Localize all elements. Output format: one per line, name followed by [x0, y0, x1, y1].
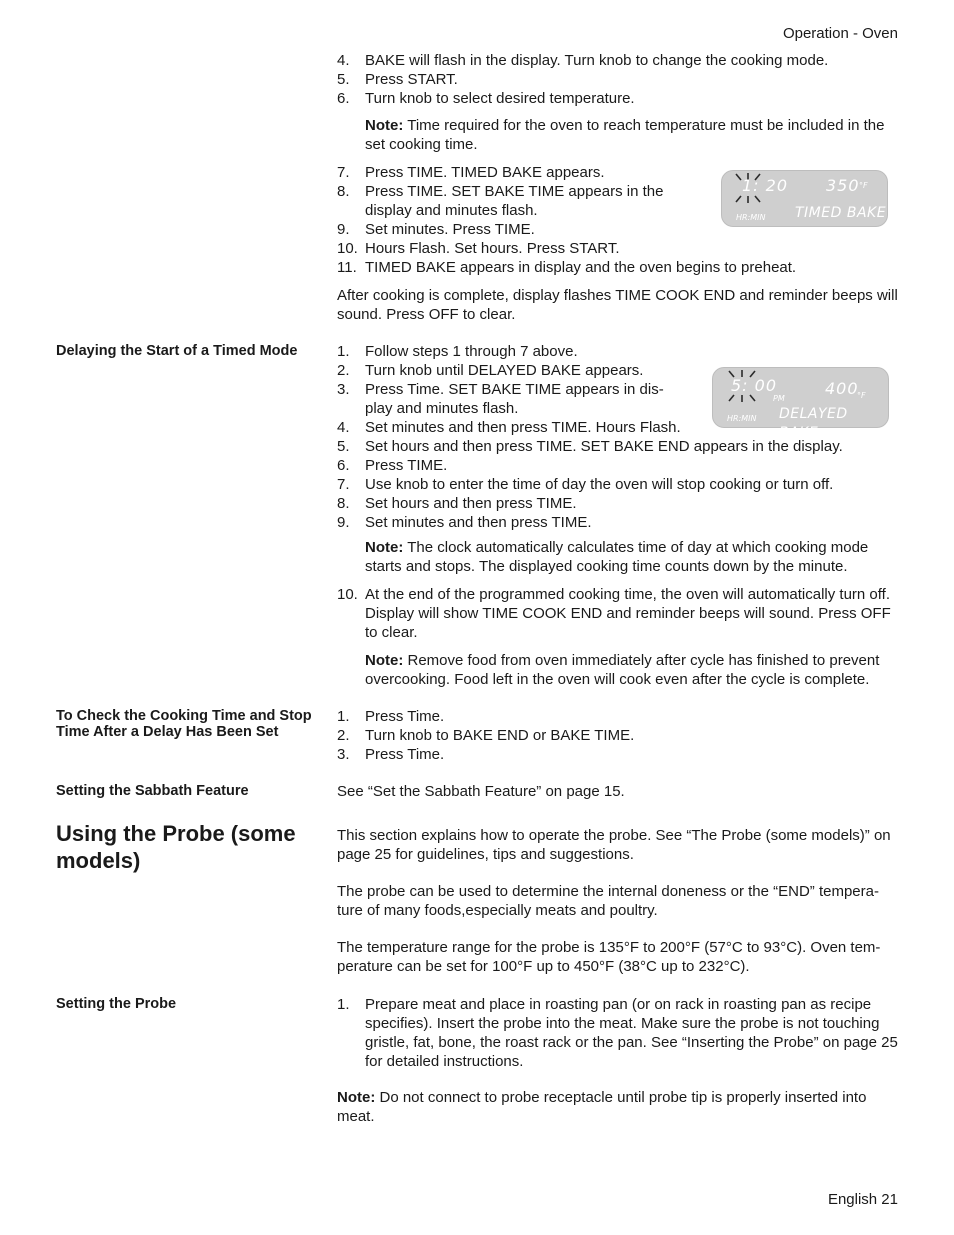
list-item: 1. Follow steps 1 through 7 above. [337, 343, 578, 360]
display-time: 1: 20 [742, 176, 789, 195]
display-hrmin: HR:MIN [736, 213, 766, 222]
running-header: Operation - Oven [782, 25, 898, 42]
section-heading-sabbath: Setting the Sabbath Feature [56, 783, 249, 799]
list-item: 7. Use knob to enter the time of day the oven will stop cooking or turn off. [337, 476, 834, 493]
note-timing: Note: Time required for the oven to reach temperature must be included in the set cooking time. [365, 117, 885, 153]
display-mode: DELAYED BAKE [779, 406, 848, 441]
section-title-probe: Using the Probe (some models) [56, 821, 296, 873]
display-unit: °F [859, 181, 868, 190]
list-item: 1. Press Time. [337, 708, 445, 725]
list-item: 4. Set minutes and then press TIME. Hours Flash. [337, 419, 681, 436]
page-number: English 21 [827, 1191, 898, 1208]
list-item: 6. Turn knob to select desired temperature. [337, 90, 635, 107]
display-mode: TIMED BAKE [795, 205, 887, 221]
note-probe-receptacle: Note: Do not connect to probe receptacle until probe tip is properly inserted into meat. [337, 1089, 867, 1125]
section-heading-setting-probe: Setting the Probe [56, 996, 177, 1012]
list-item: 5. Press START. [337, 71, 458, 88]
check-steps [337, 707, 897, 764]
list-item: 3. Press Time. SET BAKE TIME appears in dis-play and minutes flash. [337, 381, 664, 417]
probe-temp-range: The temperature range for the probe is 135°F to 200°F (57°C to 93°C). Oven tem-perature can be set for 100°F up to 450°F (38°C up to 232°C). [337, 939, 881, 975]
list-item: 2. Turn knob until DELAYED BAKE appears. [337, 362, 644, 379]
list-item: 4. BAKE will flash in the display. Turn knob to change the cooking mode. [337, 52, 829, 69]
display-ampm: PM [773, 394, 785, 403]
display-hrmin: HR:MIN [727, 414, 757, 423]
list-item: 8. Set hours and then press TIME. [337, 495, 577, 512]
list-item: 3. Press Time. [337, 746, 445, 763]
probe-doneness: The probe can be used to determine the internal doneness or the “END” tempera-ture of many foods,especially meats and poultry. [337, 883, 879, 919]
list-item: 10. Hours Flash. Set hours. Press START. [337, 240, 620, 257]
list-item: 9. Set minutes and then press TIME. [337, 514, 592, 531]
section-heading-check: To Check the Cooking Time and Stop Time After a Delay Has Been Set [56, 708, 312, 740]
display-unit: °F [857, 391, 866, 400]
display-temp: 400 [825, 379, 859, 398]
list-item: 1. Prepare meat and place in roasting pan (or on rack in roasting pan as recipe specifies). Insert the probe into the meat. Make sure the probe is not touching gristle, fat, bone, the roast rack or the pan. See “Inserting the Probe” on page 25 for detailed instructions. [337, 996, 898, 1070]
list-item: 7. Press TIME. TIMED BAKE appears. [337, 164, 605, 181]
setting-probe-steps [337, 995, 899, 1071]
timed-bake-display [721, 170, 888, 227]
list-item: 8. Press TIME. SET BAKE TIME appears in the display and minutes flash. [337, 183, 664, 219]
after-cooking-text: After cooking is complete, display flashes TIME COOK END and reminder beeps will sound. Press OFF to clear. [337, 287, 898, 323]
list-item: 11. TIMED BAKE appears in display and the oven begins to preheat. [337, 259, 797, 276]
list-item: 10. At the end of the programmed cooking time, the oven will automatically turn off. Display will show TIME COOK END and reminder beeps will sound. Press OFF to clear. [337, 586, 891, 641]
timed-bake-steps-top [337, 51, 877, 108]
delayed-bake-display [712, 367, 889, 441]
list-item: 2. Turn knob to BAKE END or BAKE TIME. [337, 727, 635, 744]
delayed-step-10 [337, 585, 899, 642]
display-time: 5: 00 [731, 376, 778, 395]
note-remove-food: Note: Remove food from oven immediately after cycle has finished to prevent overcooking. Food left in the oven will cook even after the cycle is complete. [365, 652, 880, 688]
list-item: 5. Set hours and then press TIME. SET BAKE END appears in the display. [337, 438, 843, 455]
sabbath-reference: See “Set the Sabbath Feature” on page 15. [337, 783, 625, 800]
display-temp: 350 [826, 176, 860, 195]
note-clock: Note: The clock automatically calculates time of day at which cooking mode starts and stops. The displayed cooking time counts down by the minute. [365, 539, 869, 575]
section-heading-delayed: Delaying the Start of a Timed Mode [56, 343, 298, 359]
list-item: 6. Press TIME. [337, 457, 448, 474]
probe-intro: This section explains how to operate the probe. See “The Probe (some models)” on page 25 for guidelines, tips and suggestions. [337, 827, 891, 863]
list-item: 9. Set minutes. Press TIME. [337, 221, 535, 238]
